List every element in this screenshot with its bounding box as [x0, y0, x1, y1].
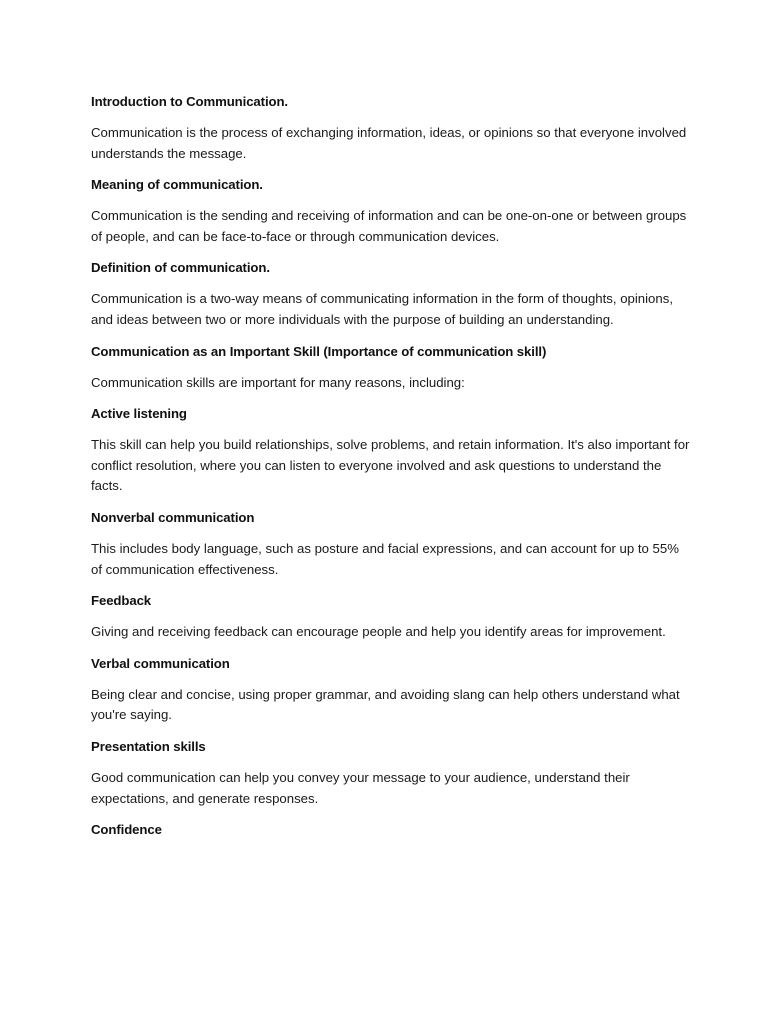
- section-heading-meaning: Meaning of communication.: [91, 177, 263, 193]
- section-paragraph-meaning: Communication is the sending and receiving of information and can be one-on-one or between groups of people, and can be face-to-face or through communication devices.: [91, 208, 687, 244]
- section-heading-verbal: Verbal communication: [91, 655, 230, 671]
- section-paragraph-introduction: Communication is the process of exchanging information, ideas, or opinions so that everyone involved understands the message.: [91, 125, 687, 161]
- section-heading-definition: Definition of communication.: [91, 260, 270, 276]
- section-paragraph-nonverbal: This includes body language, such as posture and facial expressions, and can account for up to 55% of communication effectiveness.: [91, 540, 679, 577]
- section-paragraph-feedback: Giving and receiving feedback can encourage people and help you identify areas for improvement.: [91, 624, 666, 640]
- section-heading-presentation: Presentation skills: [91, 738, 206, 754]
- document-page: [91, 92, 691, 851]
- section-heading-confidence: Confidence: [91, 822, 162, 838]
- section-paragraph-definition: Communication is a two-way means of communicating information in the form of thoughts, opinions, and ideas between two or more individuals with the purpose of building an understanding.: [91, 291, 673, 327]
- section-heading-nonverbal: Nonverbal communication: [91, 509, 255, 525]
- section-heading-active-listening: Active listening: [91, 406, 187, 422]
- section-heading-importance: Communication as an Important Skill (Importance of communication skill): [91, 343, 547, 359]
- section-paragraph-active-listening: This skill can help you build relationships, solve problems, and retain information. It's also important for conflict resolution, where you can listen to everyone involved and ask questions to understand the facts.: [91, 437, 690, 494]
- section-paragraph-presentation: Good communication can help you convey your message to your audience, understand their expectations, and generate responses.: [91, 769, 630, 806]
- section-heading-introduction: Introduction to Communication.: [91, 94, 288, 109]
- section-paragraph-importance: Communication skills are important for many reasons, including:: [91, 374, 465, 390]
- section-heading-feedback: Feedback: [91, 593, 152, 609]
- section-paragraph-verbal: Being clear and concise, using proper grammar, and avoiding slang can help others understand what you're saying.: [91, 686, 680, 723]
